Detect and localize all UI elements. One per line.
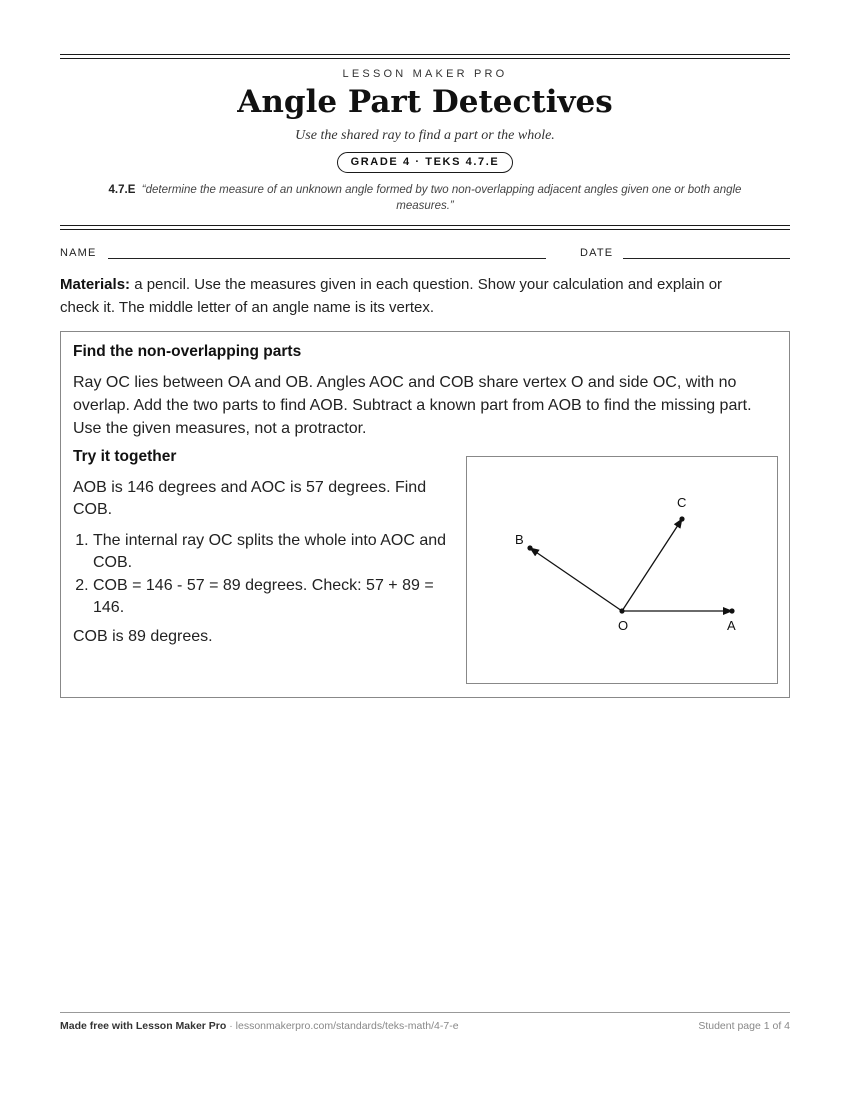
brand-name: LESSON MAKER PRO <box>342 68 508 80</box>
footer-url: · lessonmakerpro.com/standards/teks-math/4-7-e <box>226 1020 459 1032</box>
try-heading: Try it together <box>73 448 177 465</box>
point-A <box>729 608 734 613</box>
name-label: NAME <box>60 247 97 259</box>
name-field[interactable] <box>108 258 546 259</box>
standard-statement <box>80 182 770 214</box>
solution-step: 2. COB = 146 - 57 = 89 degrees. Check: 57 + 89 = 146. <box>93 575 465 619</box>
example-prompt: AOB is 146 degrees and AOC is 57 degrees. Find COB. <box>73 479 427 518</box>
footer-rule <box>60 1012 790 1013</box>
standard-text: “determine the measure of an unknown angle formed by two non-overlapping adjacent angles given one or both angle measures.” <box>141 184 742 212</box>
card-explanation: Ray OC lies between OA and OB. Angles AOC and COB share vertex O and side OC, with no overlap. Add the two parts to find AOB. Subtract a known part from AOB to find the missing part. Use the given measures, not a protractor. <box>73 374 752 437</box>
page-subtitle: Use the shared ray to find a part or the whole. <box>295 128 555 143</box>
header-double-rule <box>60 54 790 59</box>
angle-diagram <box>466 456 778 684</box>
label-B: B <box>515 532 524 547</box>
vertex-O-point <box>619 608 624 613</box>
label-A: A <box>727 618 736 633</box>
date-label: DATE <box>580 247 614 259</box>
header-bottom-rule <box>60 225 790 230</box>
materials-text: a pencil. Use the measures given in each question. Show your calculation and explain or check it. The middle letter of an angle name is its vertex. <box>60 276 723 316</box>
point-B <box>527 545 532 550</box>
card-heading: Find the non-overlapping parts <box>73 343 302 360</box>
materials-note <box>60 273 760 319</box>
label-O: O <box>618 618 629 633</box>
lesson-card <box>60 331 790 698</box>
page-title: Angle Part Detectives <box>237 84 613 120</box>
materials-label: Materials: <box>60 276 131 293</box>
page-number: Student page 1 of 4 <box>698 1020 790 1032</box>
ray-OC <box>622 519 682 611</box>
footer-credit <box>60 1020 459 1032</box>
ray-OB <box>530 548 622 611</box>
grade-badge: GRADE 4 · TEKS 4.7.E <box>337 152 514 173</box>
point-C <box>679 516 684 521</box>
example-answer: COB is 89 degrees. <box>73 628 213 645</box>
angle-diagram-svg <box>467 457 777 683</box>
solution-step: 1. The internal ray OC splits the whole into AOC and COB. <box>93 530 465 574</box>
label-C: C <box>677 495 687 510</box>
solution-steps <box>73 530 465 620</box>
date-field[interactable] <box>623 258 790 259</box>
grade-badge-row <box>60 152 790 173</box>
worksheet-page <box>60 0 790 1100</box>
standard-code: 4.7.E <box>108 184 136 196</box>
footer-brand: Made free with Lesson Maker Pro <box>60 1020 227 1032</box>
